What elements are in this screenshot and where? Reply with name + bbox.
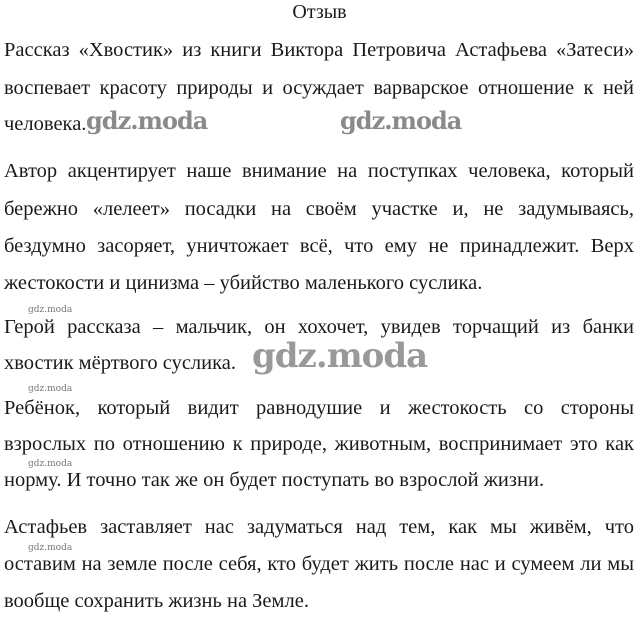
watermark: gdz.moda — [28, 305, 73, 315]
watermark: gdz.moda — [340, 106, 462, 135]
text-line: Герой рассказа – мальчик, он хохочет, увидев торчащий из банки — [4, 316, 634, 338]
watermark: gdz.moda — [28, 459, 73, 469]
text-line: человека. — [4, 113, 87, 135]
text-line: воспевает красоту природы и осуждает варварское отношение к ней — [4, 77, 634, 99]
text-line: Ребёнок, который видит равнодушие и жестокость со стороны — [4, 397, 634, 419]
document-title: Отзыв — [292, 1, 347, 23]
text-line: взрослых по отношению к природе, животным, воспринимает это как — [4, 433, 634, 455]
text-line: вообще сохранить жизнь на Земле. — [4, 590, 309, 612]
text-line: Автор акцентирует наше внимание на поступках человека, который — [4, 160, 634, 182]
text-line: Астафьев заставляет нас задуматься над тем, как мы живём, что — [4, 516, 634, 538]
text-line: Рассказ «Хвостик» из книги Виктора Петровича Астафьева «Затеси» — [4, 39, 634, 61]
watermark: gdz.moda — [252, 336, 428, 376]
text-line: жестокости и цинизма – убийство маленького суслика. — [4, 272, 483, 294]
text-line: норму. И точно так же он будет поступать во взрослой жизни. — [4, 469, 545, 491]
watermark: gdz.moda — [28, 543, 73, 553]
text-line: бездумно засоряет, уничтожает всё, что ему не принадлежит. Верх — [4, 235, 634, 257]
text-line: бережно «лелеет» посадки на своём участке и, не задумываясь, — [4, 198, 634, 220]
text-line: оставим на земле после себя, кто будет жить после нас и сумеем ли мы — [4, 553, 634, 575]
text-line: хвостик мёртвого суслика. — [4, 352, 236, 374]
watermark: gdz.moda — [28, 384, 73, 394]
watermark: gdz.moda — [86, 106, 208, 135]
